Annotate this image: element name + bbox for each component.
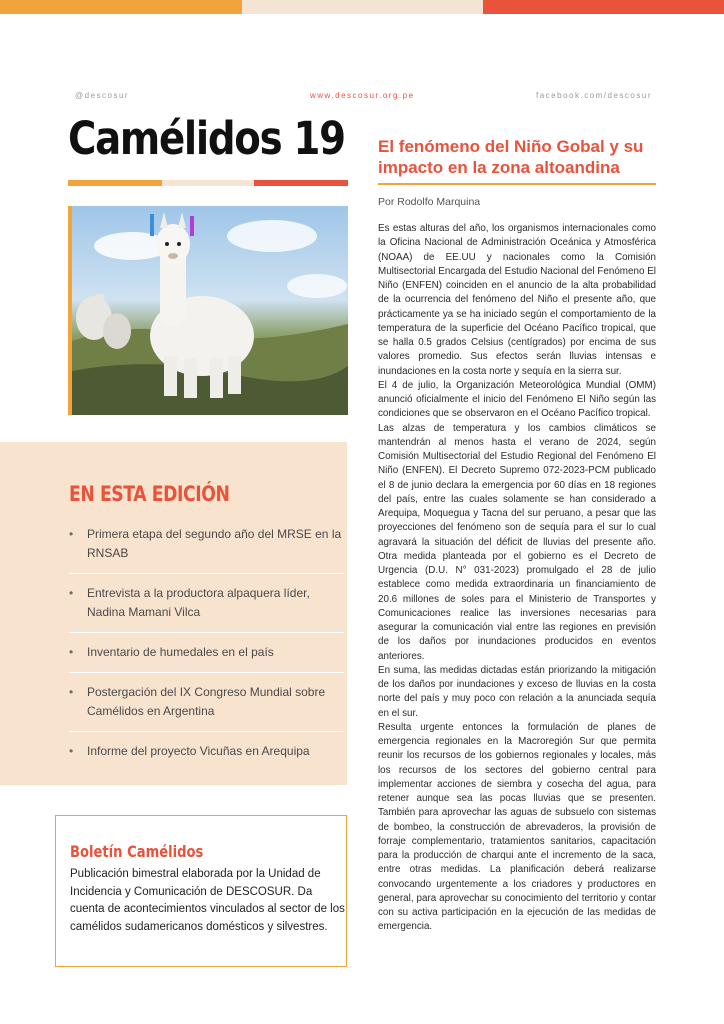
bullet-icon: •	[69, 586, 74, 600]
bulletin-box	[55, 815, 347, 967]
edition-item-text: Informe del proyecto Vicuñas en Arequipa	[87, 744, 310, 758]
bullet-icon: •	[69, 527, 74, 541]
facebook-link[interactable]: facebook.com/descosur	[536, 91, 652, 100]
article-title: El fenómeno del Niño Gobal y su impacto en la zona altoandina	[378, 137, 644, 177]
social-handle[interactable]: @descosur	[75, 91, 130, 100]
bulletin-text: Publicación bimestral elaborada por la Unidad de Incidencia y Comunicación de DESCOSUR. Da cuenta de acontecimientos vinculados al sector de los camélidos sudamericanos domésticos y silvestres.	[70, 868, 345, 933]
top-bar-orange	[0, 0, 242, 14]
article-paragraph: Resulta urgente entonces la formulación de planes de emergencia regionales en la Macroregión Sur que permita reunir los recursos de los gobiernos regionales y locales, más los recursos de los sectores del gobierno central para implementar acciones de siembra y cosecha del agua, para retener aunque sea las pocas lluvias que se presenten. También para aprovechar las aguas de subsuelo con sistemas de bombeo, la construcción de abrevaderos, la provisión de forraje complementario, tratamientos sanitarios, capacitación para la producción de charqui ante el incremento de la saca, entre otras medidas. La planificación deberá realizarse convocando urgentemente a los criadores y productores en general, para aprovechar su conocimiento del territorio y contar con su activa participación en la ejecución de las medidas de emergencia.	[378, 721, 656, 933]
article-paragraph: Es estas alturas del año, los organismos internacionales como la Oficina Nacional de Administración Oceánica y Atmosférica (NOAA) de EE.UU y nacionales como la Comisión Multisectorial Encargada del Estudio Nacional del Fenómeno El Niño (ENFEN) coinciden en el anuncio de la alta probabilidad de la ocurrencia del fenómeno del Niño el presente año, que prácticamente ya se ha iniciado según el comportamiento de la temperatura de la superficie del Océano Pacífico tropical, que se halla 0.5 grados Celsius (centígrados) por encima de sus valores promedio. Sus efectos serán lluvias intensas e inundaciones en la costa norte y sequía en la sierra sur.	[378, 223, 656, 377]
article-body	[378, 222, 656, 935]
masthead-rule-peach	[162, 180, 254, 186]
masthead-rule-orange	[68, 180, 162, 186]
bullet-icon: •	[69, 744, 74, 758]
article-paragraph: El 4 de julio, la Organización Meteorológica Mundial (OMM) anunció oficialmente el inicio del Fenómeno El Niño según las condiciones que se observaron en el Océano Pacífico tropical.	[378, 379, 656, 420]
article-author: Por Rodolfo Marquina	[378, 196, 481, 208]
alpaca-illustration	[72, 206, 348, 415]
edition-item[interactable]	[69, 683, 344, 732]
edition-item-text: Entrevista a la productora alpaquera líder, Nadina Mamani Vilca	[87, 586, 310, 619]
article-paragraph: Las alzas de temperatura y los cambios climáticos se mantendrán al menos hasta el verano de 2024, según Comisión Multisectorial del Estudio Regional del Fenómeno El Niño (ENFEN). El Decreto Supremo 072-2023-PCM publicado el 8 de junio declara la emergencia por 60 días en 18 regiones del país, entre las cuales solamente se han considerado a Arequipa, Moquegua y Tacna del sur peruano, a pesar que las proyecciones del fenómeno son de sequía para el sur lo cual agravará la situación del déficit de lluvias del presente año. Otra medida planteada por el gobierno es el Decreto de Urgencia (D.U. N° 031-2023) promulgado el 28 de julio establece como medida extraordinaria un financiamiento de 20.6 millones de soles para el Ministerio de Transportes y Comunicaciones realice las inversiones necesarias para asegurar la comunicación vial entre las regiones en previsión de los daños por inundaciones producidos en eventos anteriores.	[378, 422, 656, 662]
edition-item-text: Primera etapa del segundo año del MRSE en la RNSAB	[87, 527, 342, 560]
masthead-rule-red	[254, 180, 348, 186]
edition-item-text: Inventario de humedales en el país	[87, 645, 274, 659]
edition-item[interactable]	[69, 643, 344, 673]
edition-list	[69, 525, 344, 781]
top-bar-red	[483, 0, 724, 14]
bullet-icon: •	[69, 645, 74, 659]
edition-item[interactable]	[69, 525, 344, 574]
edition-item[interactable]	[69, 584, 344, 633]
top-bar-peach	[242, 0, 483, 14]
alpaca-photo	[68, 206, 348, 415]
masthead-title: Camélidos 19	[68, 112, 345, 165]
edition-item[interactable]	[69, 742, 344, 771]
bullet-icon: •	[69, 685, 74, 699]
edition-item-text: Postergación del IX Congreso Mundial sobre Camélidos en Argentina	[87, 685, 326, 718]
edition-title: EN ESTA EDICIÓN	[69, 482, 230, 506]
bulletin-title: Boletín Camélidos	[70, 842, 204, 861]
article-title-rule	[378, 183, 656, 185]
article-paragraph: En suma, las medidas dictadas están priorizando la mitigación de los daños por inundaciones y exceso de lluvias en la costa norte del país y muy poco con relación a la anunciada sequía en el sur.	[378, 664, 656, 719]
website-link[interactable]: www.descosur.org.pe	[310, 91, 415, 100]
